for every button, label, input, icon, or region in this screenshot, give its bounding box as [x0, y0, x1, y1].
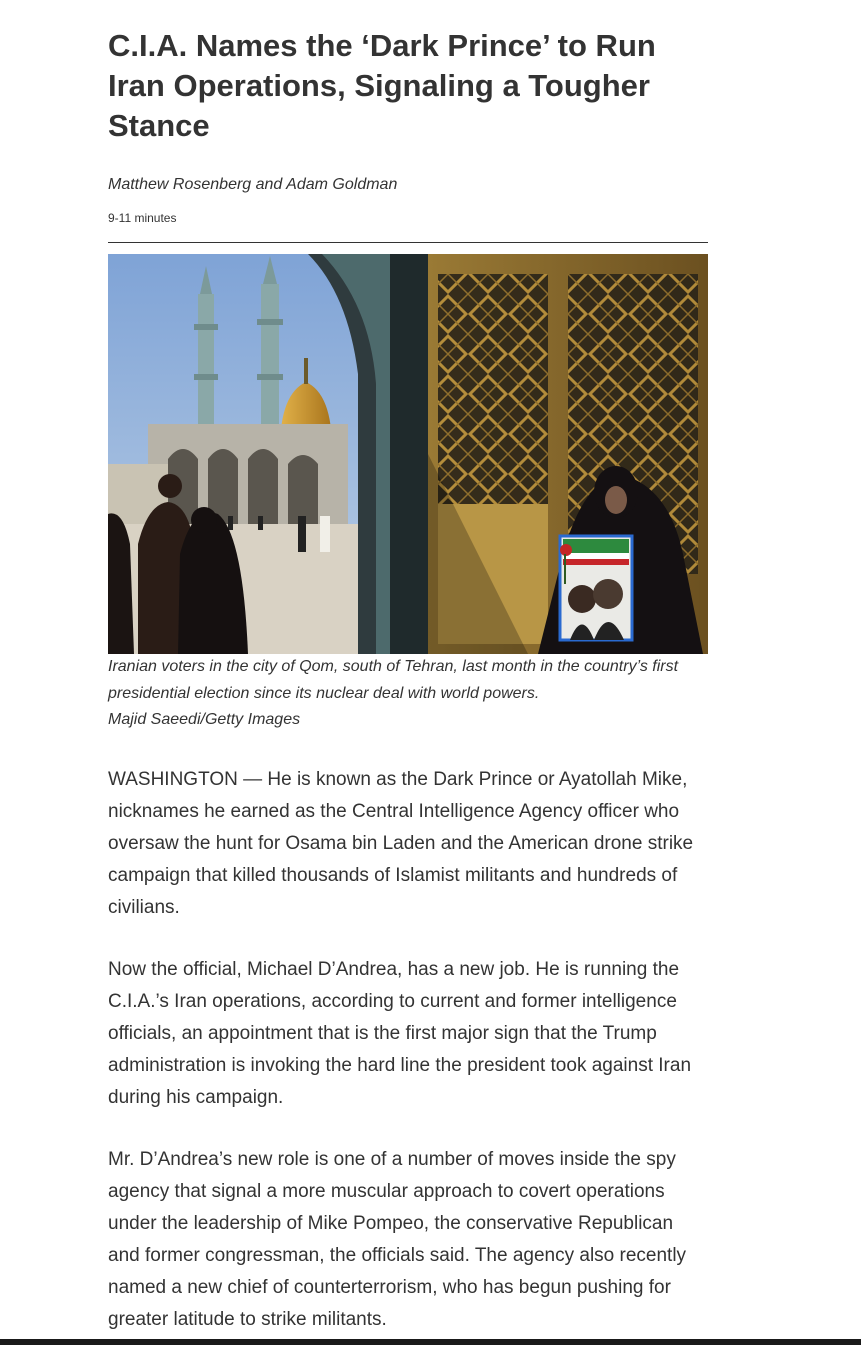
- article-photo: [108, 254, 708, 654]
- paragraph: Mr. D’Andrea’s new role is one of a number of moves inside the spy agency that signal a more muscular approach to covert operations under the leadership of Mike Pompeo, the conservative Republican and former congressman, the officials said. The agency also recently named a new chief of counterterrorism, who has begun pushing for greater latitude to strike militants.: [108, 1149, 687, 1330]
- window-bottom-edge: [0, 1339, 861, 1345]
- article-body: [108, 764, 708, 1366]
- read-time: 9-11 minutes: [108, 211, 177, 225]
- paragraph: WASHINGTON — He is known as the Dark Prince or Ayatollah Mike, nicknames he earned as the Central Intelligence Agency officer who oversaw the hunt for Osama bin Laden and the American drone strike campaign that killed thousands of Islamist militants and hundreds of civilians.: [108, 769, 694, 918]
- divider: [108, 242, 708, 243]
- byline: Matthew Rosenberg and Adam Goldman: [108, 176, 398, 193]
- photo-caption: [108, 654, 708, 734]
- article-title: C.I.A. Names the ‘Dark Prince’ to Run Iran Operations, Signaling a Tougher Stance: [108, 28, 656, 143]
- photo-credit: Majid Saeedi/Getty Images: [108, 711, 301, 728]
- caption-text: Iranian voters in the city of Qom, south of Tehran, last month in the country’s first presidential election since its nuclear deal with world powers.: [108, 658, 679, 702]
- photo-illustration: [108, 254, 708, 654]
- paragraph: Now the official, Michael D’Andrea, has a new job. He is running the C.I.A.’s Iran operations, according to current and former intelligence officials, an appointment that is the first major sign that the Trump administration is invoking the hard line the president took against Iran during his campaign.: [108, 959, 692, 1108]
